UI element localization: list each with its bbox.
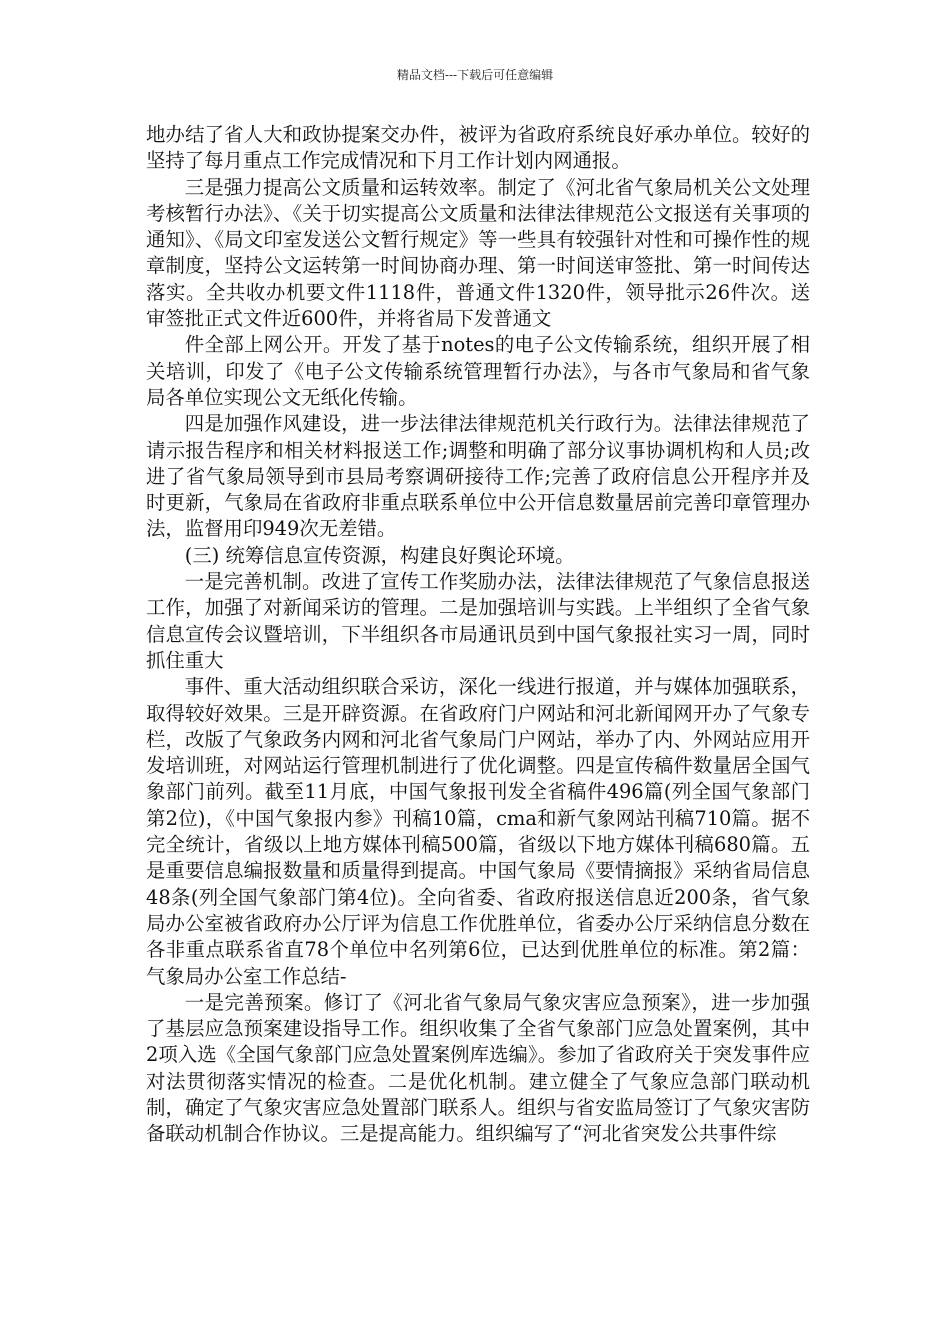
paragraph: 一是完善预案。修订了《河北省气象局气象灾害应急预案》，进一步加强了基层应急预案建设指导工作。组织收集了全省气象部门应急处置案例，其中2项入选《全国气象部门应急处置案例库选编》。参加了省政府关于突发事件应对法贯彻落实情况的检查。二是优化机制。建立健全了气象应急部门联动机制，确定了气象灾害应急处置部门联系人。组织与省安监局签订了气象灾害防备联动机制合作协议。三是提高能力。组织编写了“河北省突发公共事件综: [146, 990, 810, 1146]
paragraph: 四是加强作风建设，进一步法律法律规范机关行政行为。法律法律规范了请示报告程序和相关材料报送工作;调整和明确了部分议事协调机构和人员;改进了省气象局领导到市县局考察调研接待工作;完善了政府信息公开程序并及时更新，气象局在省政府非重点联系单位中公开信息数量居前完善印章管理办法，监督用印949次无差错。: [146, 412, 810, 541]
paragraph: 件全部上网公开。开发了基于notes的电子公文传输系统，组织开展了相关培训，印发了《电子公文传输系统管理暂行办法》，与各市气象局和省气象局各单位实现公文无纸化传输。: [146, 333, 810, 409]
section-heading: (三) 统筹信息宣传资源，构建良好舆论环境。: [184, 543, 575, 567]
paragraph: 一是完善机制。改进了宣传工作奖励办法，法律法律规范了气象信息报送工作，加强了对新闻采访的管理。二是加强培训与实践。上半组织了全省气象信息宣传会议暨培训，下半组织各市局通讯员到中国气象报社实习一周，同时抓住重大: [146, 570, 810, 672]
page-header: 精品文档---下载后可任意编辑: [396, 68, 554, 82]
paragraph: 事件、重大活动组织联合采访，深化一线进行报道，并与媒体加强联系，取得较好效果。三是开辟资源。在省政府门户网站和河北新闻网开办了气象专栏，改版了气象政务内网和河北省气象局门户网站，举办了内、外网站应用开发培训班，对网站运行管理机制进行了优化调整。四是宣传稿件数量居全国气象部门前列。截至11月底，中国气象报刊发全省稿件496篇(列全国气象部门第2位)，《中国气象报内参》刊稿10篇，cma和新气象网站刊稿710篇。据不完全统计，省级以上地方媒体刊稿500篇，省级以下地方媒体刊稿680篇。五是重要信息编报数量和质量得到提高。中国气象局《要情摘报》采纳省局信息48条(列全国气象部门第4位)。全向省委、省政府报送信息近200条，省气象局办公室被省政府办公厅评为信息工作优胜单位，省委办公厅采纳信息分数在各非重点联系省直78个单位中名列第6位，已达到优胜单位的标准。第2篇：气象局办公室工作总结-: [146, 675, 810, 988]
document-body: [146, 122, 810, 1148]
paragraph: 三是强力提高公文质量和运转效率。制定了《河北省气象局机关公文处理考核暂行办法》、《关于切实提高公文质量和法律法律规范公文报送有关事项的通知》、《局文印室发送公文暂行规定》等一些具有较强针对性和可操作性的规章制度，坚持公文运转第一时间协商办理、第一时间送审签批、第一时间传达落实。全共收办机要文件1118件，普通文件1320件，领导批示26件次。送审签批正式文件近600件，并将省局下发普通文: [146, 175, 810, 331]
paragraph: 地办结了省人大和政协提案交办件，被评为省政府系统良好承办单位。较好的坚持了每月重点工作完成情况和下月工作计划内网通报。: [146, 123, 810, 173]
